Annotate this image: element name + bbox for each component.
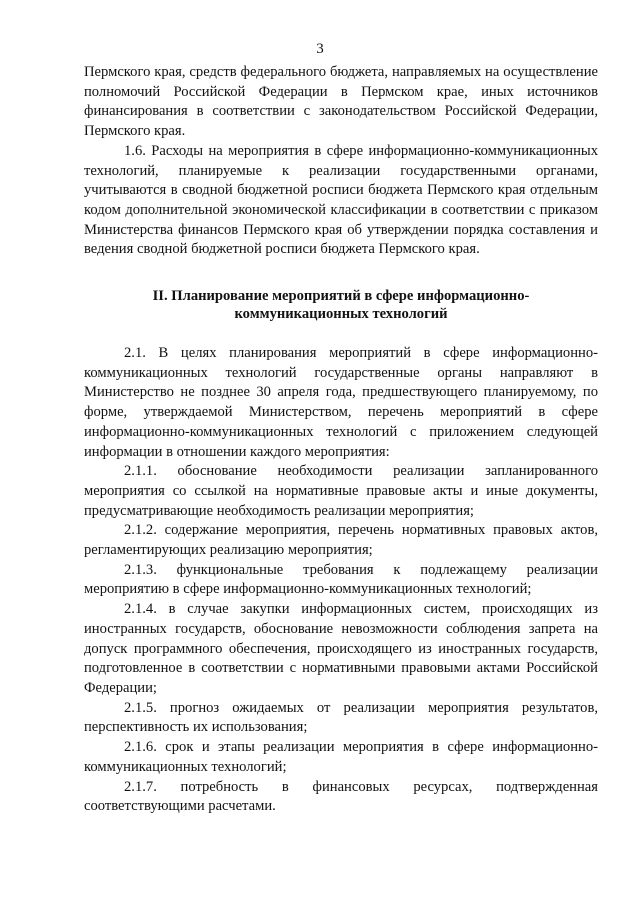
paragraph-continuation: Пермского края, средств федерального бюджета, направляемых на осуществление полномочий Российской Федерации в Пермском крае, иных источников финансирования в соответствии с законодательством Российской Федерации, Пермского края. — [84, 64, 598, 140]
paragraph-2-1-1: 2.1.1. обоснование необходимости реализации запланированного мероприятия со ссылкой на нормативные правовые акты и иные документы, предусматривающие необходимость реализации мероприятия; — [84, 463, 598, 519]
paragraph-2-1-7: 2.1.7. потребность в финансовых ресурсах, подтвержденная соответствующими расчетами. — [84, 778, 598, 815]
paragraph-1-6: 1.6. Расходы на мероприятия в сфере информационно-коммуникационных технологий, планируемые к реализации государственными органами, учитываются в сводной бюджетной росписи бюджета Пермского края отдельным кодом дополнительной экономической классификации в соответствии с приказом Министерства финансов Пермского края об утверждении порядка составления и ведения сводной бюджетной росписи бюджета Пермского края. — [84, 142, 598, 258]
paragraph-2-1-2: 2.1.2. содержание мероприятия, перечень нормативных правовых актов, регламентирующих реализацию мероприятия; — [84, 522, 598, 559]
section-heading-line-2: коммуникационных технологий — [234, 305, 448, 322]
paragraph-2-1: 2.1. В целях планирования мероприятий в сфере информационно-коммуникационных технологий государственные органы направляют в Министерство не позднее 30 апреля года, предшествующего планируемому, по форме, утверждаемой Министерством, перечень мероприятий в сфере информационно-коммуникационных технологий с приложением следующей информации в отношении каждого мероприятия: — [84, 345, 598, 460]
paragraph-2-1-5: 2.1.5. прогноз ожидаемых от реализации мероприятия результатов, перспективность их использования; — [84, 699, 598, 736]
page-number: 3 — [316, 41, 324, 57]
paragraph-2-1-6: 2.1.6. срок и этапы реализации мероприятия в сфере информационно-коммуникационных технологий; — [84, 739, 598, 775]
paragraph-2-1-3: 2.1.3. функциональные требования к подлежащему реализации мероприятию в сфере информационно-коммуникационных технологий; — [84, 561, 598, 598]
section-heading — [84, 288, 598, 323]
section-heading-line-1: II. Планирование мероприятий в сфере информационно- — [152, 288, 530, 305]
document-body — [84, 63, 598, 817]
paragraph-2-1-4: 2.1.4. в случае закупки информационных систем, происходящих из иностранных государств, обоснование невозможности соблюдения запрета на допуск программного обеспечения, происходящего из иностранных государств, подготовленное в соответствии с нормативными правовыми актами Российской Федерации; — [84, 601, 598, 696]
